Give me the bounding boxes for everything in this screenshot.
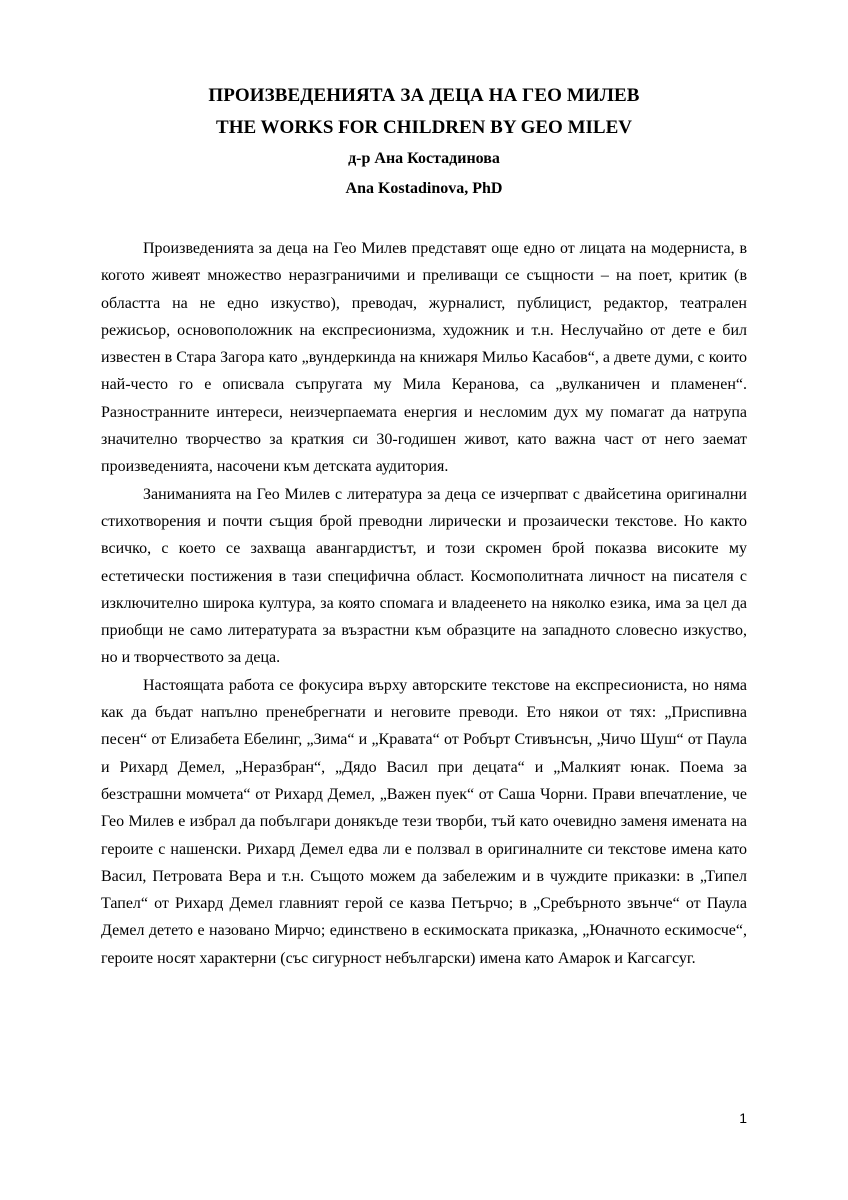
page-number: 1 bbox=[739, 1110, 747, 1126]
paragraph-2: Заниманията на Гео Милев с литература за деца се изчерпват с двайсетина оригинални стихотворения и почти същия брой преводни лирически и прозаически текстове. Но както всичко, с което се захваща авангардистът, и този скромен брой показва високите му естетически постижения в тази специфична област. Космополитната личност на писателя с изключително широка култура, за която спомага и владеенето на няколко езика, има за цел да приобщи не само литературата за възрастни към образците на западното словесно изкуство, но и творчеството за деца. bbox=[101, 485, 747, 667]
paragraph-1: Произведенията за деца на Гео Милев представят още едно от лицата на модерниста, в когото живеят множество неразграничими и преливащи се същности – на поет, критик (в областта на не едно изкуство), преводач, журналист, публицист, редактор, театрален режисьор, основоположник на експресионизма, художник и т.н. Неслучайно от дете е бил известен в Стара Загора като „вундеркинда на книжаря Мильо Касабов“, а двете думи, с които най-често го е описвала съпругата му Мила Керанова, са „вулканичен и пламенен“. Разностранните интереси, неизчерпаемата енергия и несломим дух му помагат да натрупа значително творчество за краткия си 30-годишен живот, като важна част от него заемат произведенията, насочени към детската аудитория. bbox=[101, 240, 747, 476]
paragraph-3: Настоящата работа се фокусира върху авторските текстове на експресиониста, но няма как да бъдат напълно пренебрегнати и неговите преводи. Ето някои от тях: „Приспивна песен“ от Елизабета Ебелинг, „Зима“ и „Кравата“ от Робърт Стивънсън, „Чичо Шуш“ от Паула и Рихард Демел, „Неразбран“, „Дядо Васил при децата“ и „Малкият юнак. Поема за безстрашни момчета“ от Рихард Демел, „Важен пуек“ от Саша Чорни. Прави впечатление, че Гео Милев е избрал да побългари донякъде тези творби, тъй като очевидно заменя имената на героите с нашенски. Рихард Демел едва ли е ползвал в оригиналните си текстове имена като Васил, Петровата Вера и т.н. Същото можем да забележим и в чуждите приказки: в „Типел Тапел“ от Рихард Демел главният герой се казва Петърчо; в „Сребърното звънче“ от Паула Демел детето е назовано Мирчо; единствено в ескимоската приказка, „Юначното ескимосче“, героите носят характерни (със сигурност небългарски) имена като Амарок и Кагсагсуг. bbox=[101, 676, 747, 967]
article-body bbox=[101, 235, 747, 972]
article-header bbox=[0, 80, 848, 204]
author-english: Ana Kostadinova, PhD bbox=[345, 180, 503, 197]
title-english: THE WORKS FOR CHILDREN BY GEO MILEV bbox=[216, 117, 632, 138]
title-bulgarian: ПРОИЗВЕДЕНИЯТА ЗА ДЕЦА НА ГЕО МИЛЕВ bbox=[208, 85, 640, 106]
author-bulgarian: д-р Ана Костадинова bbox=[348, 150, 500, 167]
